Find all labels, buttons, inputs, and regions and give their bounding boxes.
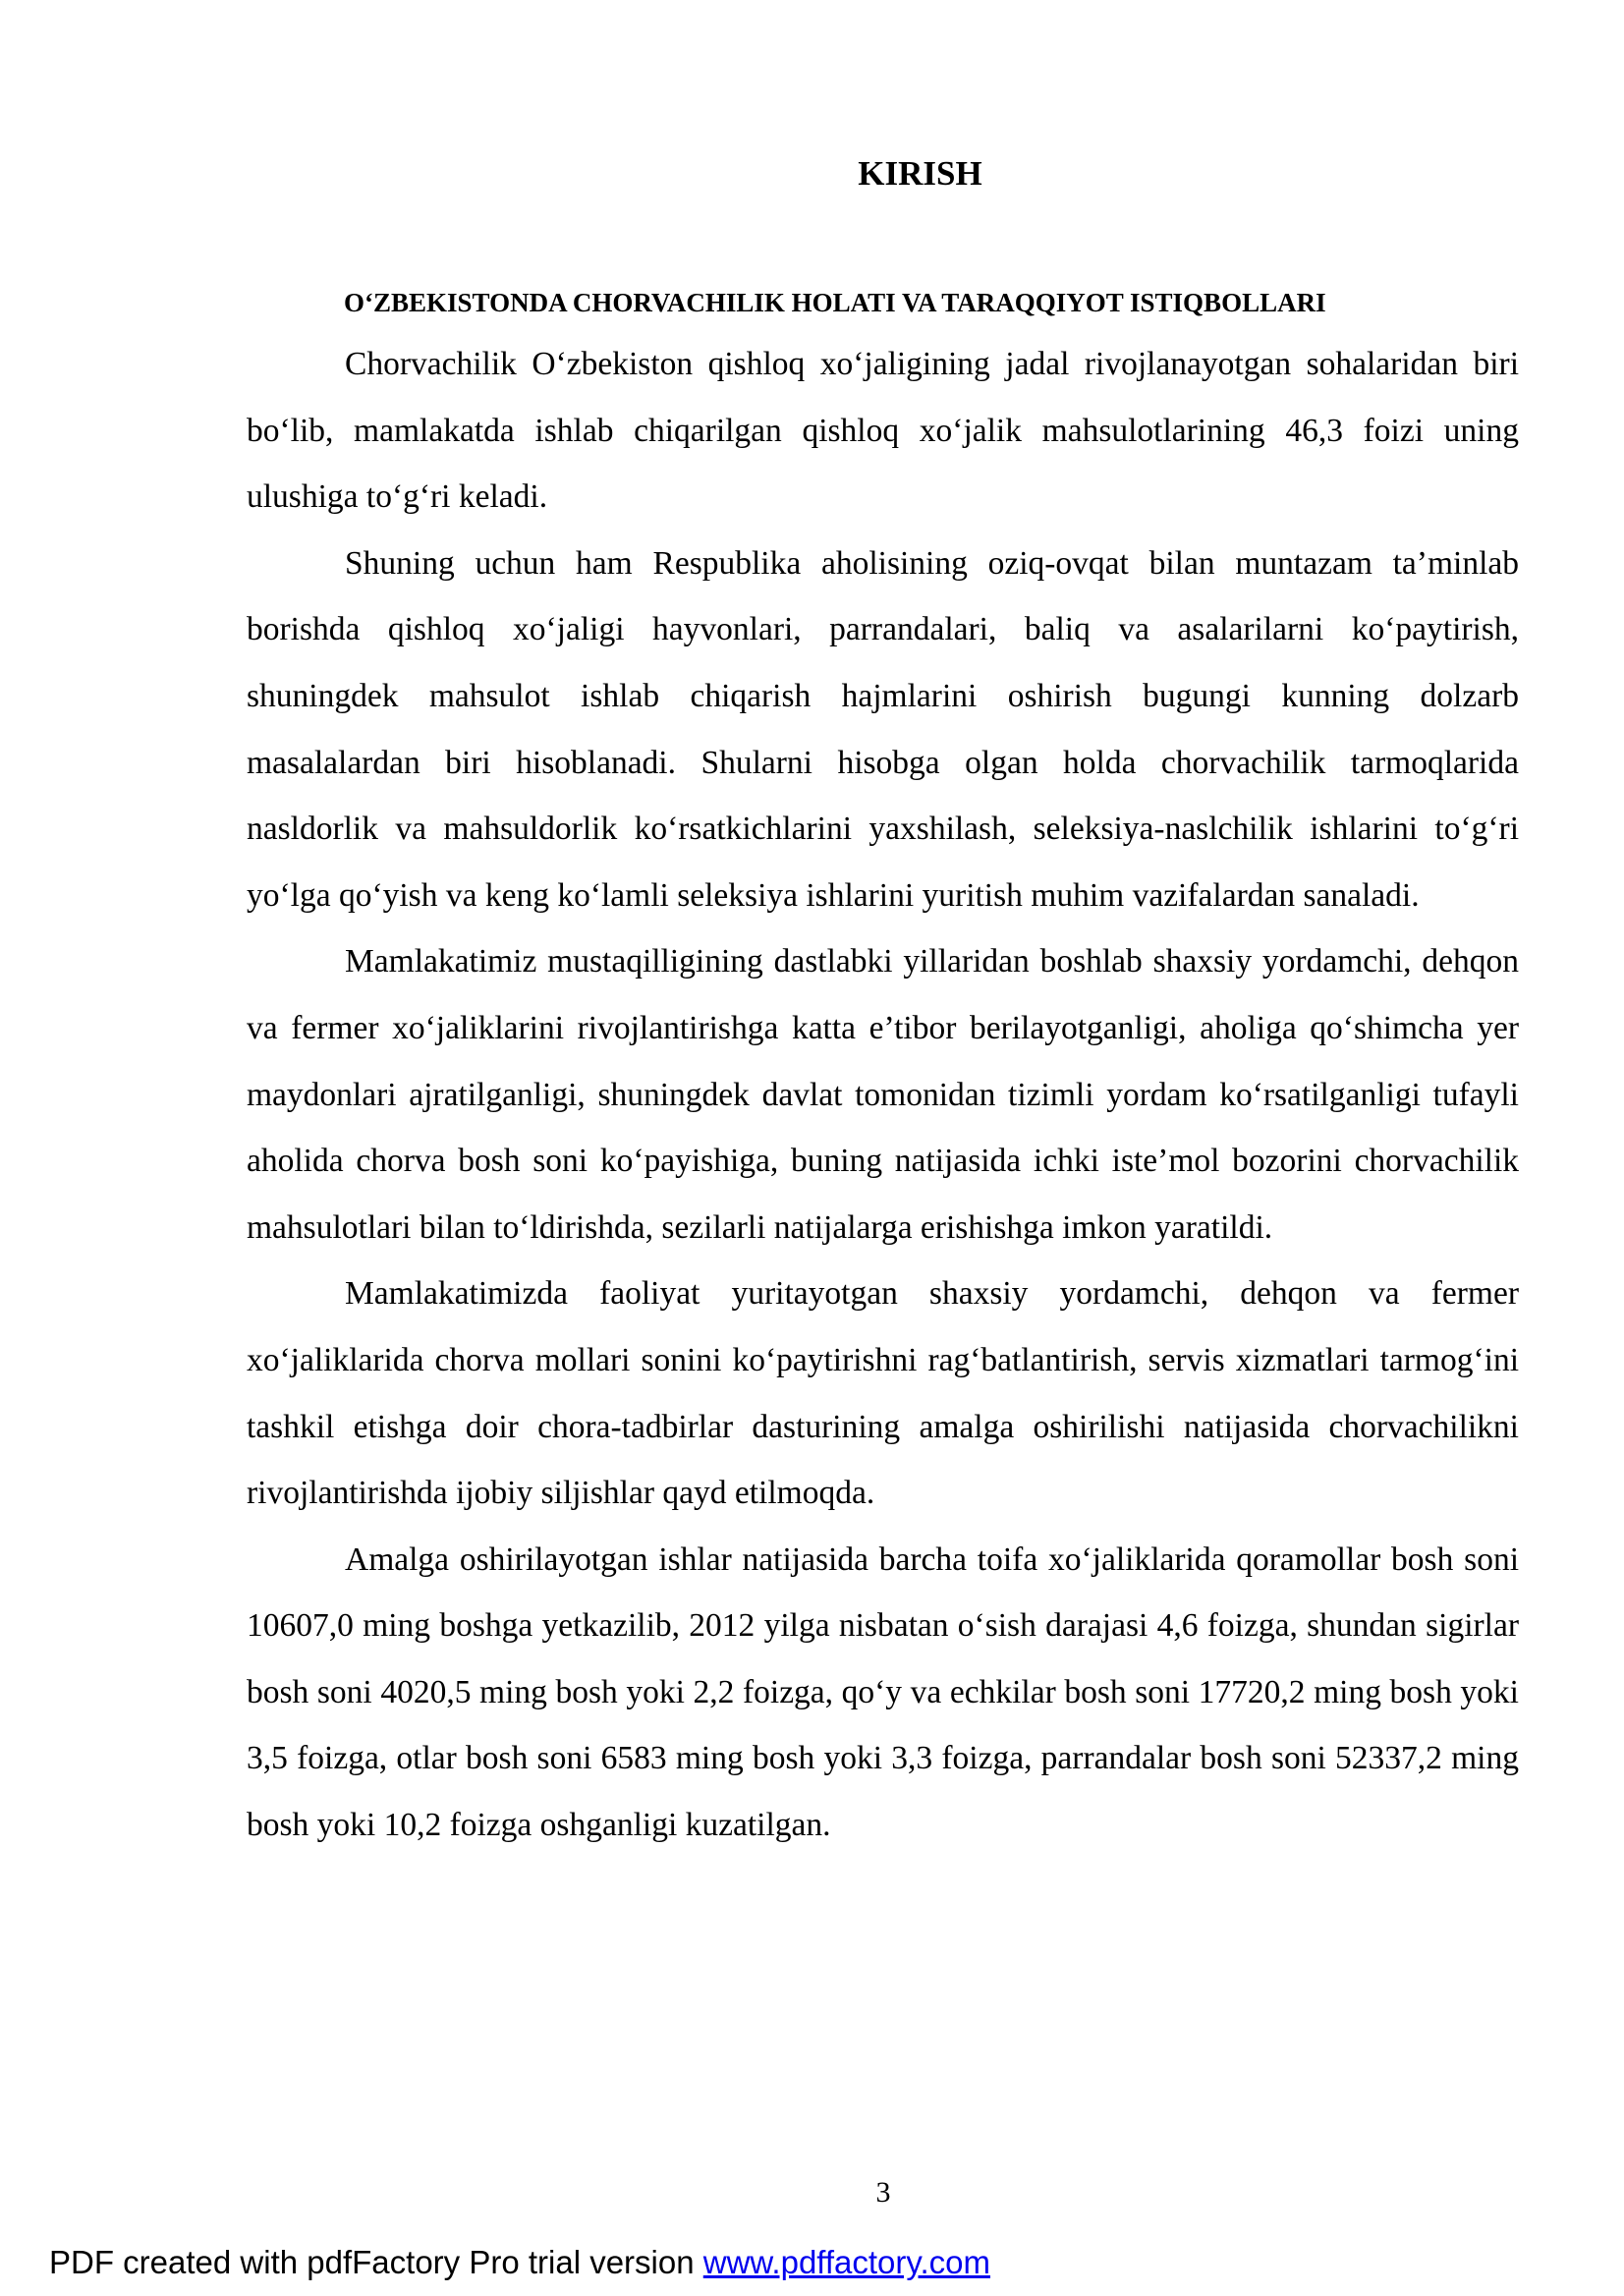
paragraph: Mamlakatimiz mustaqilligining dastlabki yillaridan boshlab shaxsiy yordamchi, dehqon va fermer xo‘jaliklarini rivojlantirishga katta e’tibor berilayotganligi, aholiga qo‘shimcha yer maydonlari ajratilganligi, shuningdek davlat tomonidan tizimli yordam ko‘rsatilganligi tufayli aholida chorva bosh soni ko‘payishiga, buning natijasida ichki iste’mol bozorini chorvachilik mahsulotlari bilan to‘ldirishda, sezilarli natijalarga erishishga imkon yaratildi.	[247, 943, 1519, 1246]
footer-link[interactable]: www.pdffactory.com	[702, 2244, 990, 2280]
pdf-footer	[49, 2242, 990, 2283]
body-text	[247, 331, 1519, 1859]
paragraph: Amalga oshirilayotgan ishlar natijasida barcha toifa xo‘jaliklarida qoramollar bosh soni 10607,0 ming boshga yetkazilib, 2012 yilga nisbatan o‘sish darajasi 4,6 foizga, shundan sigirlar bosh soni 4020,5 ming bosh yoki 2,2 foizga, qo‘y va echkilar bosh soni 17720,2 ming bosh yoki 3,5 foizga, otlar bosh soni 6583 ming bosh yoki 3,3 foizga, parrandalar bosh soni 52337,2 ming bosh yoki 10,2 foizga oshganligi kuzatilgan.	[247, 1540, 1519, 1844]
page-number: 3	[875, 2176, 891, 2209]
paragraph: Mamlakatimizda faoliyat yuritayotgan shaxsiy yordamchi, dehqon va fermer xo‘jaliklarida chorva mollari sonini ko‘paytirishni rag‘batlantirish, servis xizmatlari tarmog‘ini tashkil etishga doir chora-tadbirlar dasturining amalga oshirilishi natijasida chorvachilikni rivojlantirishda ijobiy siljishlar qayd etilmoqda.	[247, 1275, 1519, 1512]
paragraph: Shuning uchun ham Respublika aholisining oziq-ovqat bilan muntazam ta’minlab borishda qishloq xo‘jaligi hayvonlari, parrandalari, baliq va asalarilarni ko‘paytirish, shuningdek mahsulot ishlab chiqarish hajmlarini oshirish bugungi kunning dolzarb masalalardan biri hisoblanadi. Shularni hisobga olgan holda chorvachilik tarmoqlarida nasldorlik va mahsuldorlik ko‘rsatkichlarini yaxshilash, seleksiya-naslchilik ishlarini to‘g‘ri yo‘lga qo‘yish va keng ko‘lamli seleksiya ishlarini yuritish muhim vazifalardan sanaladi.	[247, 544, 1519, 914]
footer-text: PDF created with pdfFactory Pro trial version	[49, 2244, 703, 2280]
section-heading: O‘ZBEKISTONDA CHORVACHILIK HOLATI VA TARAQQIYOT ISTIQBOLLARI	[344, 288, 1326, 317]
paragraph: Chorvachilik O‘zbekiston qishloq xo‘jaligining jadal rivojlanayotgan sohalaridan biri bo‘lib, mamlakatda ishlab chiqarilgan qishloq xo‘jalik mahsulotlarining 46,3 foizi uning ulushiga to‘g‘ri keladi.	[247, 346, 1519, 516]
page-title: KIRISH	[858, 154, 982, 193]
